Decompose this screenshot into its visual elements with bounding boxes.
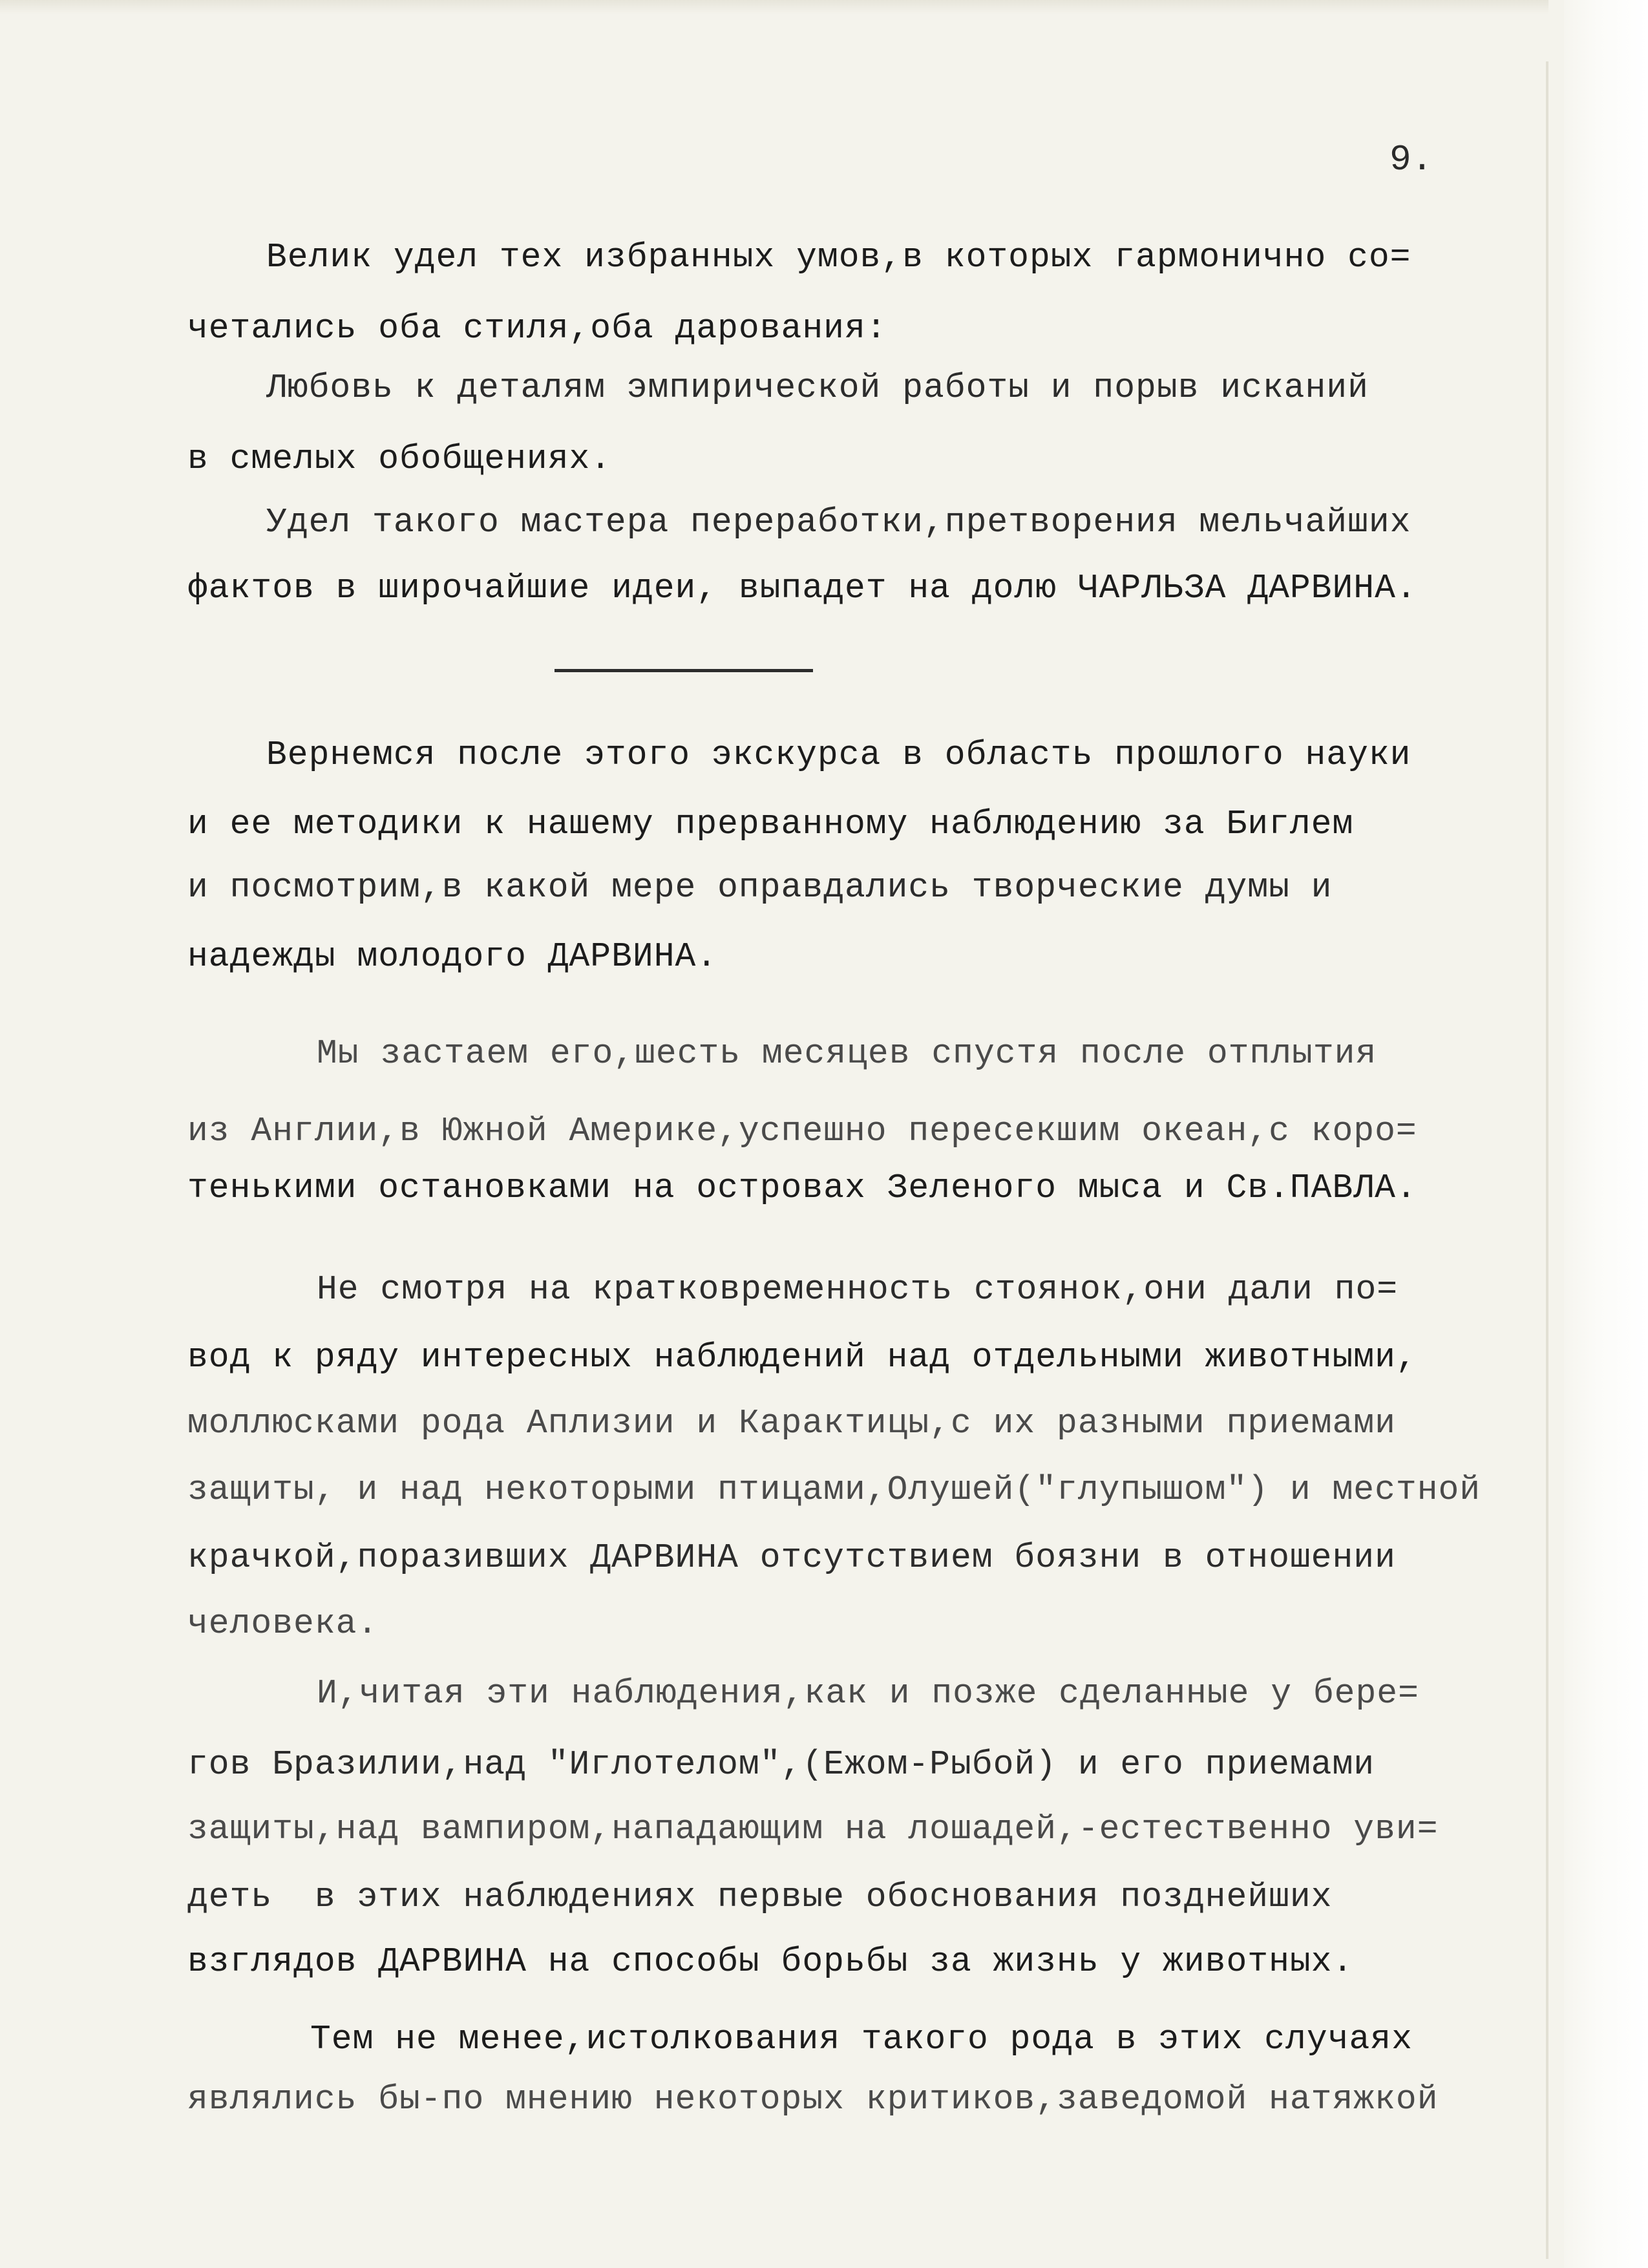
text-line: Не смотря на кратковременность стоянок,они дали по= <box>317 1270 1399 1309</box>
text-line: защиты, и над некоторыми птицами,Олушей("глупышом") и местной <box>187 1470 1481 1509</box>
page-top-edge <box>0 0 1548 14</box>
page-right-edge <box>1546 61 1548 2259</box>
text-line: надежды молодого ДАРВИНА. <box>187 937 718 976</box>
text-line: в смелых обобщениях. <box>187 440 612 478</box>
page-number: 9. <box>1389 139 1433 180</box>
text-line: четались оба стиля,оба дарования: <box>187 309 887 348</box>
text-line: крачкой,поразивших ДАРВИНА отсутствием боязни в отношении <box>187 1538 1396 1577</box>
text-line: тенькими остановками на островах Зеленого мыса и Св.ПАВЛА. <box>187 1169 1417 1207</box>
section-divider <box>555 669 813 672</box>
text-line: Любовь к деталям эмпирической работы и порыв исканий <box>266 368 1369 407</box>
text-line: являлись бы-по мнению некоторых критиков,заведомой натяжкой <box>187 2080 1439 2119</box>
text-line: и посмотрим,в какой мере оправдались творческие думы и <box>187 868 1333 907</box>
text-line: вод к ряду интересных наблюдений над отдельными животными, <box>187 1338 1417 1377</box>
text-line: Вернемся после этого экскурса в область прошлого науки <box>266 736 1411 774</box>
text-line: фактов в широчайшие идеи, выпадет на долю ЧАРЛЬЗА ДАРВИНА. <box>187 569 1417 608</box>
text-line: Велик удел тех избранных умов,в которых гармонично со= <box>266 238 1411 277</box>
text-line: защиты,над вампиром,нападающим на лошадей,-естественно уви= <box>187 1810 1439 1849</box>
text-line: и ее методики к нашему прерванному наблюдению за Биглем <box>187 805 1354 843</box>
text-line: взглядов ДАРВИНА на способы борьбы за жизнь у животных. <box>187 1942 1354 1981</box>
text-line: из Англии,в Южной Америке,успешно пересекшим океан,с коро= <box>187 1112 1417 1150</box>
text-line: Тем не менее,истолкования такого рода в этих случаях <box>310 2020 1413 2059</box>
text-line: человека. <box>187 1604 379 1643</box>
text-line: моллюсками рода Аплизии и Карактицы,с их разными приемами <box>187 1404 1396 1443</box>
text-line: Мы застаем его,шесть месяцев спустя после отплытия <box>317 1034 1377 1073</box>
text-line: деть в этих наблюдениях первые обоснования позднейших <box>187 1878 1333 1916</box>
text-line: И,читая эти наблюдения,как и позже сделанные у бере= <box>317 1674 1419 1713</box>
text-line: Удел такого мастера переработки,претворения мельчайших <box>266 503 1411 542</box>
text-line: гов Бразилии,над "Иглотелом",(Ежом-Рыбой) и его приемами <box>187 1745 1375 1784</box>
